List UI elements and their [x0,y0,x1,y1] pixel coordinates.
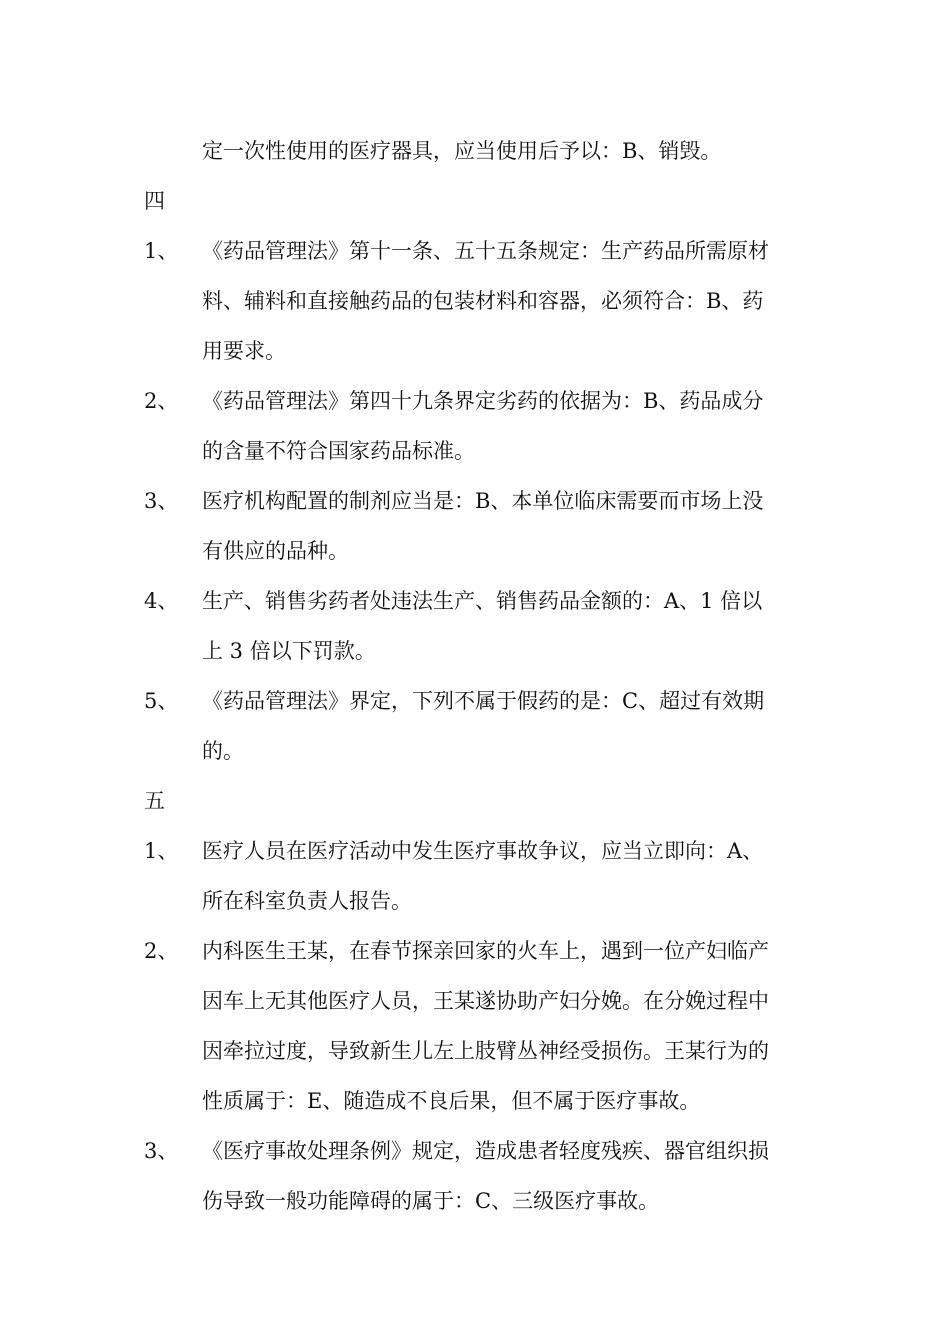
item-line: 《药品管理法》第四十九条界定劣药的依据为：B、药品成分 [202,389,764,413]
item-line: 伤导致一般功能障碍的属于：C、三级医疗事故。 [202,1189,660,1213]
item-text [202,576,810,676]
item-line: 有供应的品种。 [202,539,349,563]
item-text [202,1126,810,1226]
item-number: 3、 [144,489,179,513]
item-line: 上 3 倍以下罚款。 [202,639,376,663]
item-line: 的含量不符合国家药品标准。 [202,439,475,463]
item-line: 《药品管理法》第十一条、五十五条规定：生产药品所需原材 [202,239,769,263]
item-line: 性质属于：E、随造成不良后果，但不属于医疗事故。 [202,1089,701,1113]
item-line: 内科医生王某，在春节探亲回家的火车上，遇到一位产妇临产 [202,939,769,963]
item-line: 因车上无其他医疗人员，王某遂协助产妇分娩。在分娩过程中 [202,989,769,1013]
item-line: 医疗机构配置的制剂应当是：B、本单位临床需要而市场上没 [202,489,764,513]
item-line: 的。 [202,739,244,763]
item-text [202,676,810,776]
item-line: 医疗人员在医疗活动中发生医疗事故争议，应当立即向：A、 [202,839,764,863]
item-text [202,926,810,1126]
item-text [202,226,810,376]
list-item [144,1126,810,1226]
continuation-line: 定一次性使用的医疗器具，应当使用后予以：B、销毁。 [202,139,722,163]
item-text [202,826,810,926]
item-line: 所在科室负责人报告。 [202,889,412,913]
list-item [144,926,810,1126]
document-content [144,126,810,1226]
list-item [144,376,810,476]
item-number: 3、 [144,1139,179,1163]
item-line: 《医疗事故处理条例》规定，造成患者轻度残疾、器官组织损 [202,1139,769,1163]
item-number: 2、 [144,389,179,413]
item-number: 1、 [144,239,179,263]
item-number: 4、 [144,589,179,613]
list-item [144,576,810,676]
list-item [144,826,810,926]
item-line: 料、辅料和直接触药品的包装材料和容器，必须符合：B、药 [202,289,764,313]
item-line: 用要求。 [202,339,286,363]
item-line: 因牵拉过度，导致新生儿左上肢臂丛神经受损伤。王某行为的 [202,1039,769,1063]
section-heading: 五 [144,789,165,813]
section-heading: 四 [144,189,165,213]
item-text [202,376,810,476]
list-item [144,226,810,376]
list-item [144,676,810,776]
item-text [202,476,810,576]
item-number: 2、 [144,939,179,963]
item-line: 生产、销售劣药者处违法生产、销售药品金额的：A、1 倍以 [202,589,763,613]
item-line: 《药品管理法》界定，下列不属于假药的是：C、超过有效期 [202,689,765,713]
item-number: 1、 [144,839,179,863]
item-number: 5、 [144,689,179,713]
list-item [144,476,810,576]
